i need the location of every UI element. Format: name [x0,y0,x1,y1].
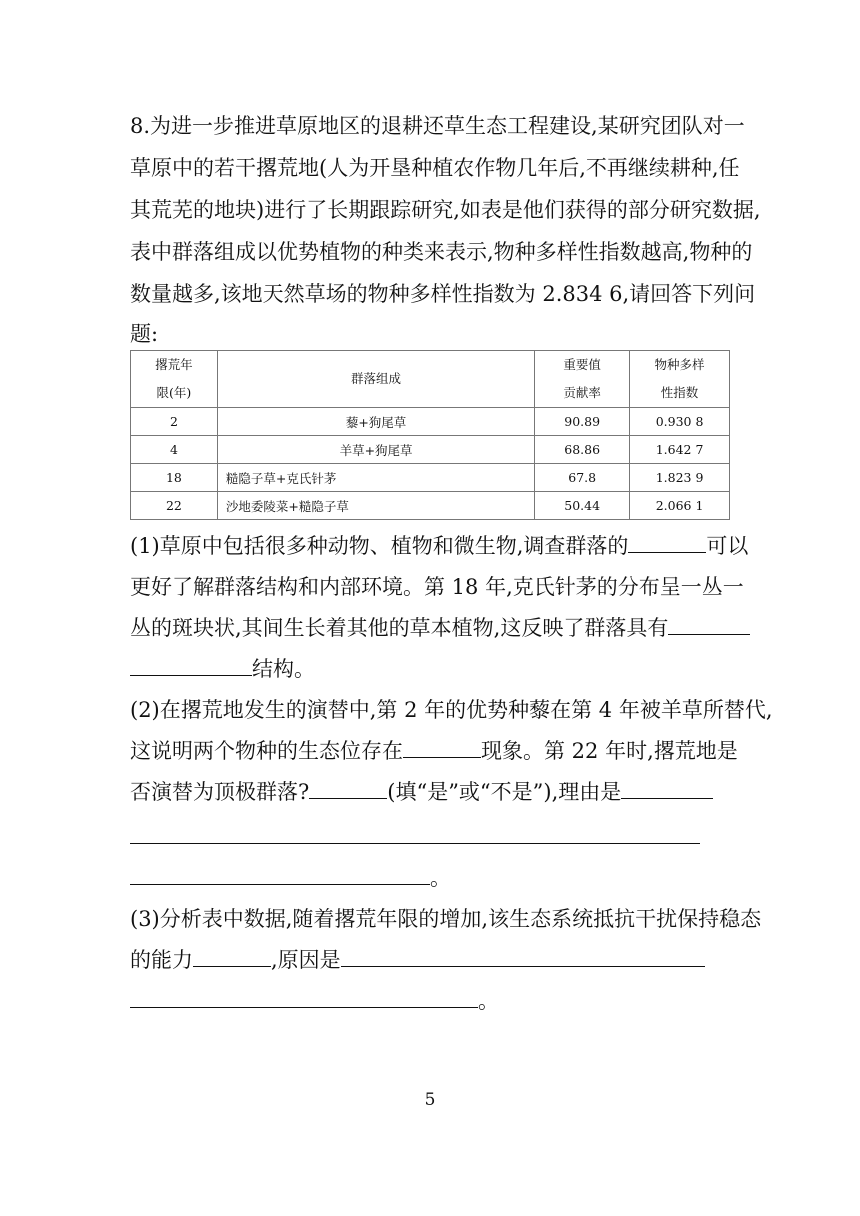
cell-years: 22 [131,492,218,520]
q1-line-2: 更好了解群落结构和内部环境。第 18 年,克氏针茅的分布呈一丛一 [130,575,744,599]
cell-importance: 90.89 [535,408,630,436]
q2-line-1: (2)在撂荒地发生的演替中,第 2 年的优势种藜在第 4 年被羊草所替代, [130,698,773,722]
cell-years: 4 [131,436,218,464]
question-line-6: 题: [130,322,159,346]
q1-line-1: (1)草原中包括很多种动物、植物和微生物,调查群落的 可以 [130,534,749,558]
q3-line-2: 的能力 ,原因是 [130,946,705,974]
q2-line-5: 。 [130,864,451,892]
cell-composition: 糙隐子草+克氏针茅 [217,464,534,492]
answer-blank[interactable] [193,946,271,967]
cell-composition: 羊草+狗尾草 [217,436,534,464]
cell-diversity: 1.823 9 [630,464,730,492]
answer-blank[interactable] [621,778,713,799]
cell-importance: 68.86 [535,436,630,464]
table-row [131,408,730,436]
answer-blank[interactable] [403,737,481,758]
table-row [131,436,730,464]
question-line-3: 其荒芜的地块)进行了长期跟踪研究,如表是他们获得的部分研究数据, [130,198,761,222]
cell-years: 18 [131,464,218,492]
cell-diversity: 1.642 7 [630,436,730,464]
cell-importance: 50.44 [535,492,630,520]
question-line-1: 8.为进一步推进草原地区的退耕还草生态工程建设,某研究团队对一 [130,114,745,138]
answer-blank[interactable] [668,614,750,635]
q3-line-3: 。 [130,987,499,1015]
question-line-2: 草原中的若干撂荒地(人为开垦种植农作物几年后,不再继续耕种,任 [130,156,740,180]
q1-line-3: 丛的斑块状,其间生长着其他的草本植物,这反映了群落具有 [130,614,750,642]
question-line-5: 数量越多,该地天然草场的物种多样性指数为 2.834 6,请回答下列问 [130,282,756,306]
answer-blank[interactable] [341,946,705,967]
data-table [130,350,730,520]
q3-line-1: (3)分析表中数据,随着撂荒年限的增加,该生态系统抵抗干扰保持稳态 [130,907,762,931]
cell-importance: 67.8 [535,464,630,492]
q2-line-3: 否演替为顶极群落? (填“是”或“不是”),理由是 [130,778,713,806]
q1-line-4: 结构。 [130,655,315,683]
cell-composition: 沙地委陵菜+糙隐子草 [217,492,534,520]
header-diversity: 物种多样 性指数 [630,351,730,408]
cell-composition: 藜+狗尾草 [217,408,534,436]
question-line-4: 表中群落组成以优势植物的种类来表示,物种多样性指数越高,物种的 [130,240,753,264]
table-row [131,492,730,520]
header-composition: 群落组成 [217,351,534,408]
page-number: 5 [424,1090,436,1110]
cell-diversity: 0.930 8 [630,408,730,436]
q2-line-4 [130,823,700,851]
answer-blank[interactable] [130,823,700,844]
answer-blank[interactable] [130,864,430,885]
q2-line-2: 这说明两个物种的生态位存在 现象。第 22 年时,撂荒地是 [130,739,738,763]
header-importance: 重要值 贡献率 [535,351,630,408]
cell-years: 2 [131,408,218,436]
answer-blank[interactable] [130,655,252,676]
table-header-row [131,351,730,408]
answer-blank[interactable] [628,532,706,553]
header-years: 撂荒年 限(年) [131,351,218,408]
cell-diversity: 2.066 1 [630,492,730,520]
answer-blank[interactable] [130,987,478,1008]
answer-blank[interactable] [309,778,387,799]
table-row [131,464,730,492]
